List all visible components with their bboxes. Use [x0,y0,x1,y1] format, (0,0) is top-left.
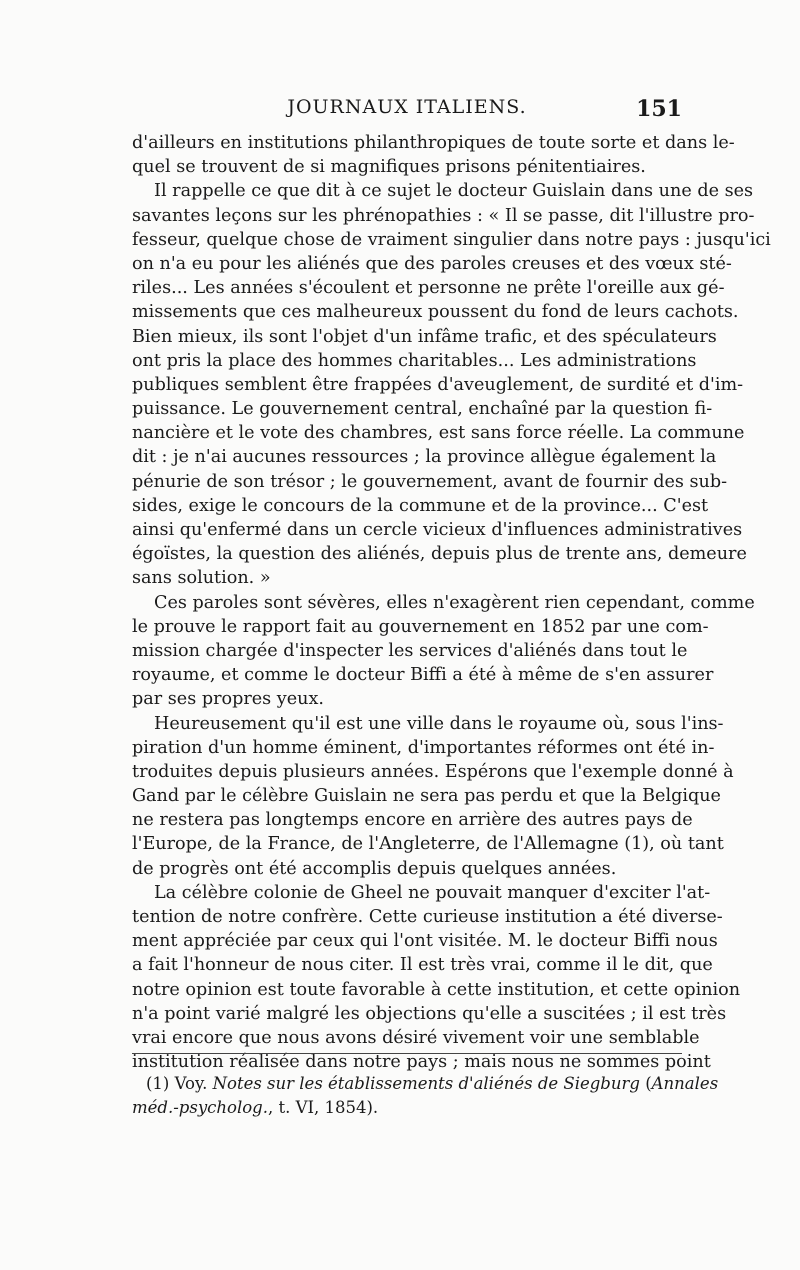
footnote-marker: (1) Voy. [146,1074,208,1093]
text-line: tention de notre confrère. Cette curieuse institution a été diverse- [132,907,723,927]
text-line: Il rappelle ce que dit à ce sujet le docteur Guislain dans une de ses [154,181,754,202]
footnote-journal: Annales [651,1074,719,1093]
text-line: Heureusement qu'il est une ville dans le royaume où, sous l'ins- [154,713,724,734]
text-line: pénurie de son trésor ; le gouvernement, avant de fournir des sub- [132,471,728,492]
text-line: nancière et le vote des chambres, est sans force réelle. La commune [132,423,745,444]
footnote-rule [132,1053,682,1054]
running-head [132,96,682,126]
text-line: n'a point varié malgré les objections qu'elle a suscitées ; il est très [132,1003,727,1024]
text-line: dit : je n'ai aucunes ressources ; la province allègue également la [132,447,717,468]
text-line: mission chargée d'inspecter les services d'aliénés dans tout le [132,640,688,661]
text-line: de progrès ont été accomplis depuis quelques années. [132,858,617,879]
text-line: piration d'un homme éminent, d'importantes réformes ont été in- [132,737,715,758]
text-line: on n'a eu pour les aliénés que des paroles creuses et des vœux sté- [132,253,732,274]
text-line: l'Europe, de la France, de l'Angleterre, de l'Allemagne (1), où tant [132,834,724,855]
text-line: Bien mieux, ils sont l'objet d'un infâme trafic, et des spéculateurs [132,326,717,347]
text-line: savantes leçons sur les phrénopathies : « Il se passe, dit l'illustre pro- [132,205,755,226]
footnote-line [132,1096,682,1120]
running-title: JOURNAUX ITALIENS. [287,96,527,118]
page-number: 151 [636,96,682,122]
footnote-citation: , t. VI, 1854). [267,1098,379,1117]
text-line: troduites depuis plusieurs années. Espérons que l'exemple donné à [132,761,734,782]
footnote-line [132,1072,719,1096]
text-line: quel se trouvent de si magnifiques prisons pénitentiaires. [132,157,646,178]
text-line: puissance. Le gouvernement central, enchaîné par la question fi- [132,399,713,420]
text-line: La célèbre colonie de Gheel ne pouvait manquer d'exciter l'at- [154,882,711,903]
text-line: ment appréciée par ceux qui l'ont visitée. M. le docteur Biffi nous [132,931,718,952]
footnote-journal-cont: méd.-psycholog. [132,1098,268,1117]
text-line: le prouve le rapport fait au gouvernement en 1852 par une com- [132,616,709,637]
body-text [132,131,771,1074]
text-line: fesseur, quelque chose de vraiment singulier dans notre pays : jusqu'ici [132,229,771,250]
text-line: d'ailleurs en institutions philanthropiques de toute sorte et dans le- [132,133,735,153]
text-line: missements que ces malheureux poussent du fond de leurs cachots. [132,302,739,323]
text-line: vrai encore que nous avons désiré vivement voir une semblable [132,1027,700,1048]
footnote-paren: ( [645,1074,652,1093]
text-line: riles... Les années s'écoulent et personne ne prête l'oreille aux gé- [132,278,725,299]
text-line: notre opinion est toute favorable à cette institution, et cette opinion [132,979,741,1000]
text-line: institution réalisée dans notre pays ; mais nous ne sommes point [132,1052,711,1073]
text-line: par ses propres yeux. [132,689,324,710]
text-line: égoïstes, la question des aliénés, depuis plus de trente ans, demeure [132,544,747,565]
text-line: Gand par le célèbre Guislain ne sera pas perdu et que la Belgique [132,786,721,807]
text-line: sides, exige le concours de la commune et de la province... C'est [132,495,709,516]
text-line: sans solution. » [132,568,271,589]
footnote [132,1072,719,1120]
text-line: a fait l'honneur de nous citer. Il est très vrai, comme il le dit, que [132,955,713,976]
text-line: royaume, et comme le docteur Biffi a été à même de s'en assurer [132,665,714,686]
text-line: publiques semblent être frappées d'aveuglement, de surdité et d'im- [132,374,744,395]
text-line: ainsi qu'enfermé dans un cercle vicieux d'influences administratives [132,520,743,540]
text-line: Ces paroles sont sévères, elles n'exagèrent rien cependant, comme [154,592,755,613]
footnote-title: Notes sur les établissements d'aliénés de Siegburg [212,1074,640,1093]
text-line: ont pris la place des hommes charitables... Les administrations [132,350,697,371]
text-line: ne restera pas longtemps encore en arrière des autres pays de [132,810,693,831]
